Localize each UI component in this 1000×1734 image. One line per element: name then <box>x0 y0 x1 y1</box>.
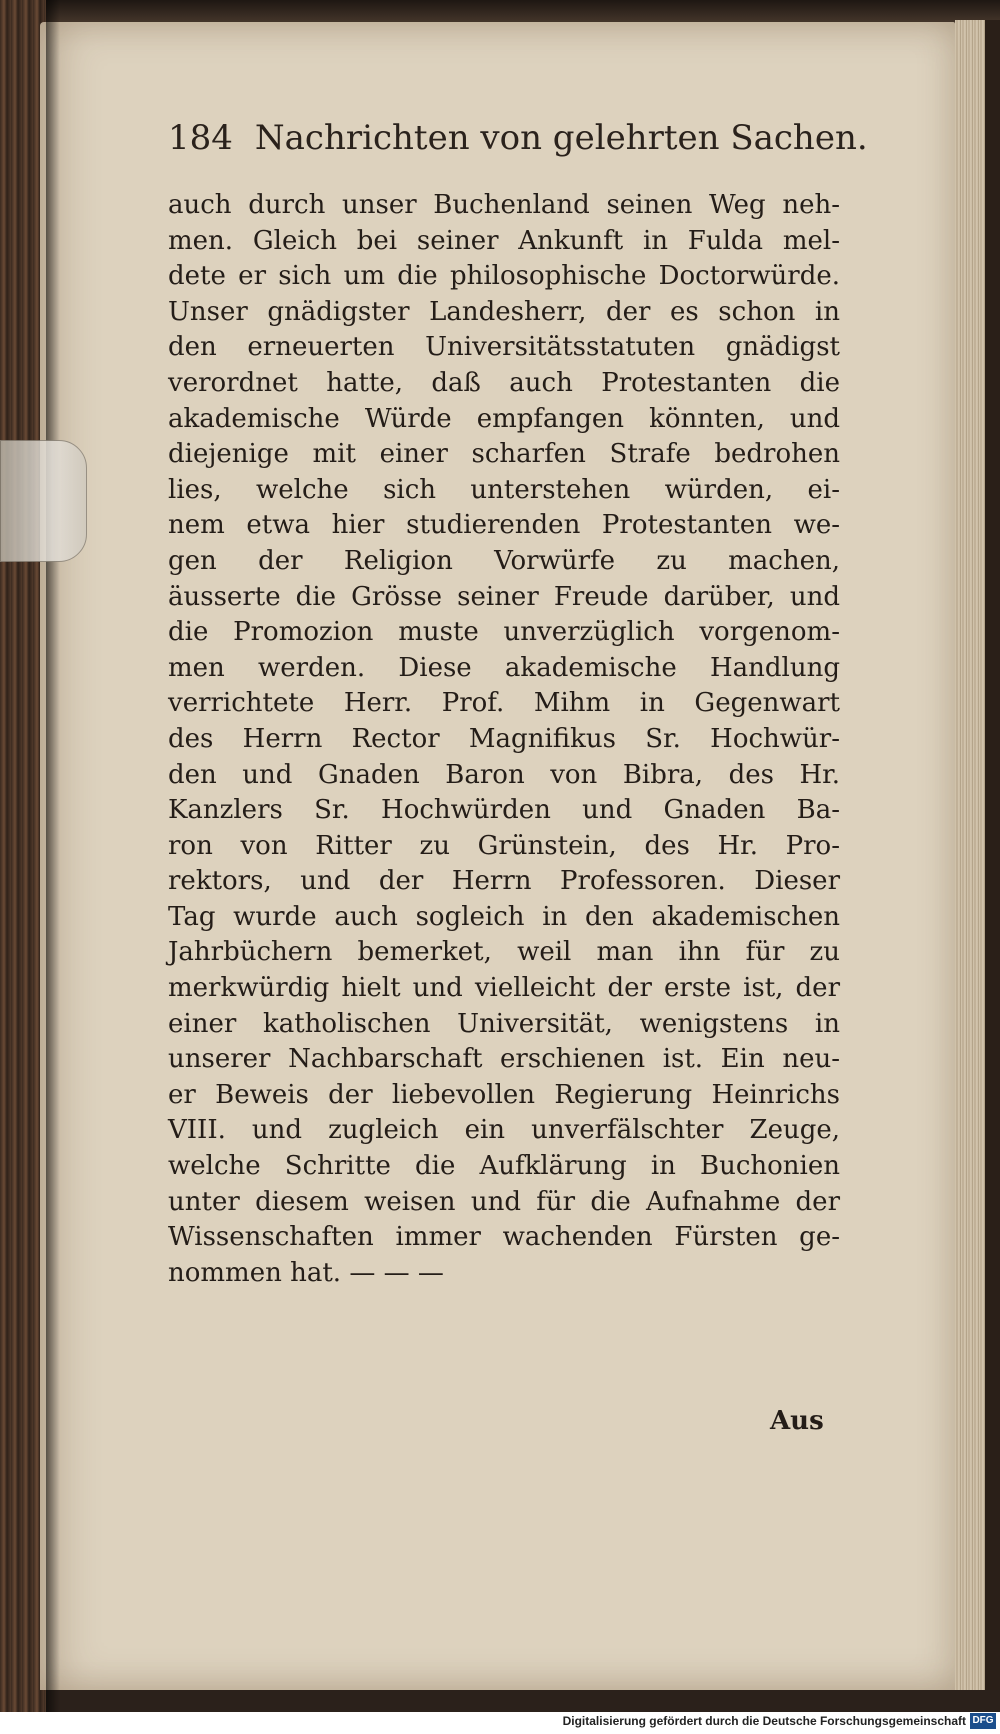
text-line: gen der Religion Vorwürfe zu machen, <box>168 545 840 576</box>
running-head-title: Nachrichten von gelehrten Sachen. <box>254 118 868 158</box>
text-line: einer katholischen Universität, wenigstens in <box>168 1008 840 1039</box>
text-line: men werden. Diese akademische Handlung <box>168 652 840 683</box>
text-line: des Herrn Rector Magnifikus Sr. Hochwür- <box>168 723 840 754</box>
catchword: Aus <box>770 1406 824 1436</box>
running-header <box>168 118 868 168</box>
text-line: merkwürdig hielt und vielleicht der erste ist, der <box>168 973 840 1004</box>
dfg-logo: DFG <box>970 1713 996 1729</box>
text-line: diejenige mit einer scharfen Strafe bedrohen <box>168 439 840 470</box>
text-line: auch durch unser Buchenland seinen Weg neh- <box>168 190 840 220</box>
text-line: dete er sich um die philosophische Doctorwürde. <box>168 261 840 292</box>
text-line: unserer Nachbarschaft erschienen ist. Ein neu- <box>168 1044 840 1075</box>
text-line: men. Gleich bei seiner Ankunft in Fulda mel- <box>168 225 840 256</box>
text-line: verordnet hatte, daß auch Protestanten die <box>168 367 840 398</box>
gutter-shadow <box>46 0 60 1734</box>
text-line: Unser gnädigster Landesherr, der es schon in <box>168 296 840 327</box>
text-line: Tag wurde auch sogleich in den akademischen <box>168 901 840 932</box>
body-text <box>168 188 840 1291</box>
text-line: ron von Ritter zu Grünstein, des Hr. Pro- <box>168 830 840 861</box>
text-line: akademische Würde empfangen könnten, und <box>168 403 840 434</box>
page-number: 184 <box>168 118 233 158</box>
text-line: Kanzlers Sr. Hochwürden und Gnaden Ba- <box>168 795 840 826</box>
text-line: nommen hat. — — — <box>168 1257 444 1288</box>
text-line: rektors, und der Herrn Professoren. Dieser <box>168 866 840 897</box>
text-line: äusserte die Grösse seiner Freude darüber, und <box>168 581 840 612</box>
text-line: den und Gnaden Baron von Bibra, des Hr. <box>168 759 840 790</box>
text-line: welche Schritte die Aufklärung in Buchonien <box>168 1151 840 1182</box>
text-line: er Beweis der liebevollen Regierung Heinrichs <box>168 1079 840 1110</box>
book-cover-edge <box>985 20 1000 1690</box>
text-line: den erneuerten Universitätsstatuten gnädigst <box>168 332 840 363</box>
text-line: Wissenschaften immer wachenden Fürsten ge- <box>168 1222 840 1253</box>
text-line: lies, welche sich unterstehen würden, ei- <box>168 474 840 505</box>
text-line: die Promozion muste unverzüglich vorgenom- <box>168 617 840 648</box>
text-line: unter diesem weisen und für die Aufnahme der <box>168 1186 840 1217</box>
text-line: verrichtete Herr. Prof. Mihm in Gegenwart <box>168 688 840 719</box>
text-line: Jahrbüchern bemerket, weil man ihn für zu <box>168 937 840 968</box>
text-line: VIII. und zugleich ein unverfälschter Zeuge, <box>168 1115 840 1146</box>
page-clip <box>0 440 87 562</box>
text-line: nem etwa hier studierenden Protestanten we- <box>168 510 840 541</box>
funding-credit: Digitalisierung gefördert durch die Deutsche Forschungsgemeinschaft <box>562 1714 966 1728</box>
